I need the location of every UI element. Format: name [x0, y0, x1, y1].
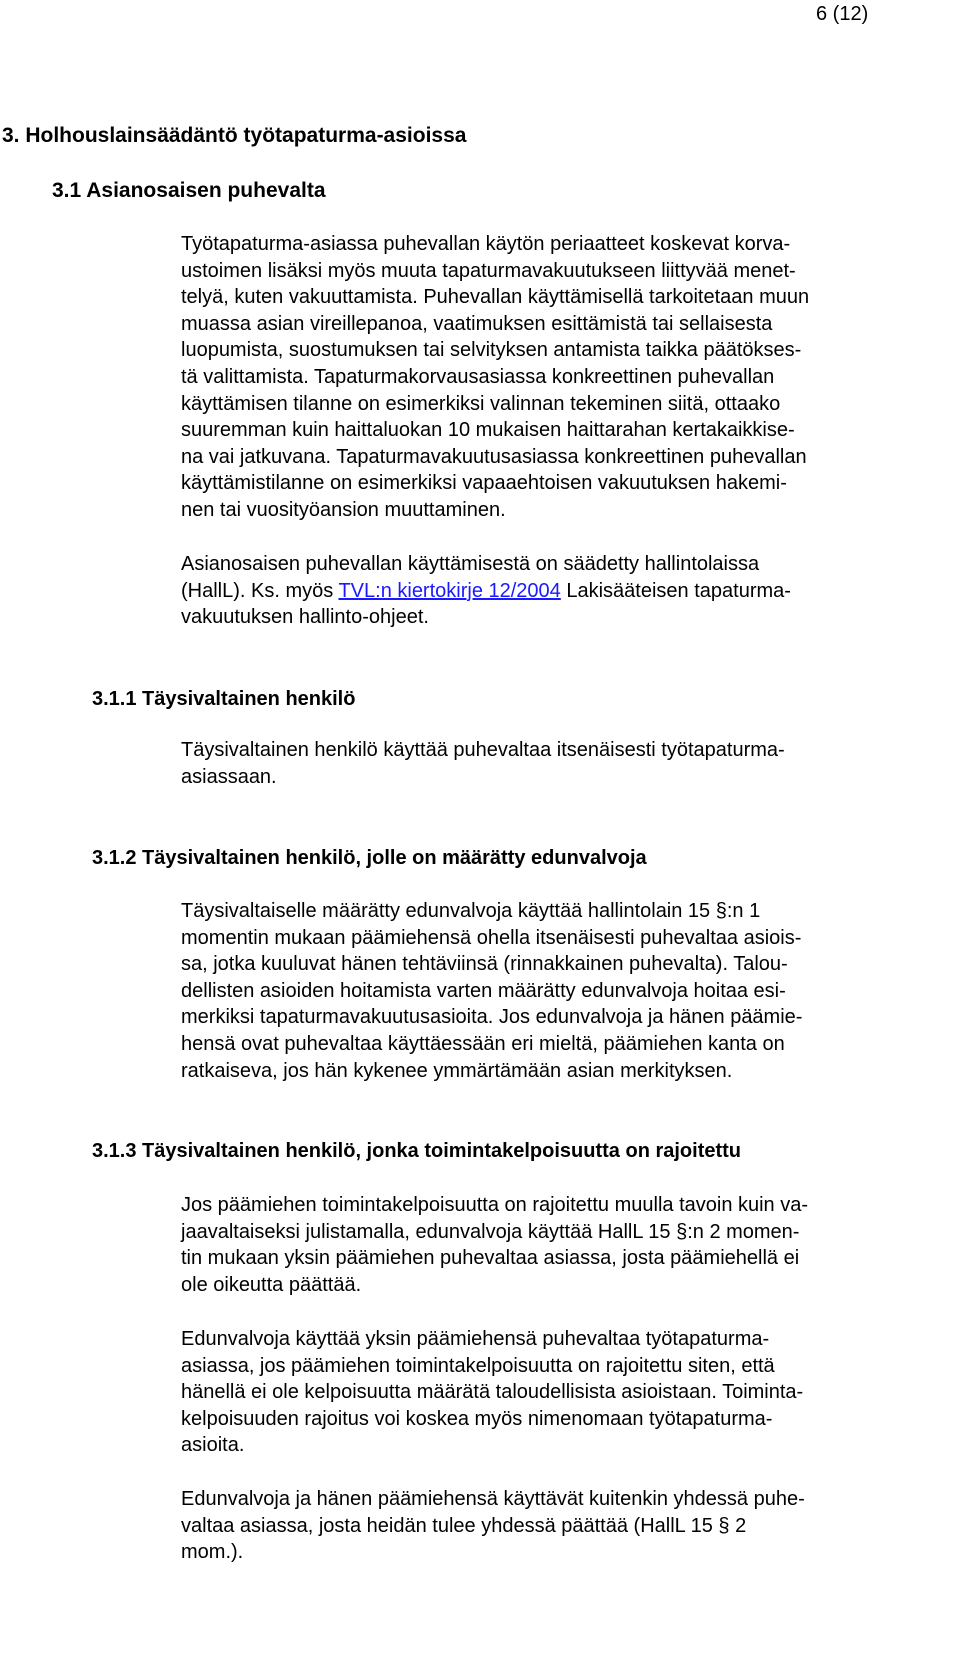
paragraph-line: Edunvalvoja käyttää yksin päämiehensä puhevaltaa työtapaturma- — [181, 1328, 770, 1350]
paragraph-line: Täysivaltainen henkilö käyttää puhevaltaa itsenäisesti työtapaturma- — [181, 739, 785, 761]
subsection-heading-3-1-1: 3.1.1 Täysivaltainen henkilö — [92, 688, 356, 710]
paragraph-line: Työtapaturma-asiassa puhevallan käytön periaatteet koskevat korva- — [181, 233, 791, 255]
paragraph-line: telyä, kuten vakuuttamista. Puhevallan käyttämisellä tarkoitetaan muun — [181, 286, 810, 309]
paragraph-line: momentin mukaan päämiehensä ohella itsenäisesti puhevaltaa asiois- — [181, 926, 802, 949]
paragraph-line: Täysivaltaiselle määrätty edunvalvoja käyttää hallintolain 15 §:n 1 — [181, 900, 761, 922]
link-suffix-text: Lakisääteisen tapaturma- — [560, 579, 791, 602]
paragraph-line: merkiksi tapaturmavakuutusasioita. Jos edunvalvoja ja hänen päämie- — [181, 1006, 803, 1029]
paragraph-line: jaavaltaiseksi julistamalla, edunvalvoja käyttää HallL 15 §:n 2 momen- — [181, 1220, 800, 1243]
subsection-heading-3-1: 3.1 Asianosaisen puhevalta — [52, 179, 326, 202]
link-prefix-text: (HallL). Ks. myös — [181, 579, 339, 602]
paragraph-line: tin mukaan yksin päämiehen puhevaltaa asiassa, josta päämiehellä ei — [181, 1247, 800, 1270]
paragraph-rajoitettu-toimintakelpoisuus — [181, 1192, 926, 1298]
paragraph-line: dellisten asioiden hoitamista varten määrätty edunvalvoja hoitaa esi- — [181, 979, 786, 1002]
paragraph-line: asioita. — [181, 1434, 245, 1457]
paragraph-line: käyttämisen tilanne on esimerkiksi valinnan tekeminen siitä, ottaako — [181, 392, 781, 415]
paragraph-line: na vai jatkuvana. Tapaturmavakuutusasiassa konkreettinen puhevallan — [181, 445, 807, 468]
paragraph-line: muassa asian vireillepanoa, vaatimuksen esittämistä tai sellaisesta — [181, 312, 773, 335]
paragraph-line: hensä ovat puhevaltaa käyttäessään eri mieltä, päämiehen kanta on — [181, 1032, 785, 1055]
paragraph-line: ratkaiseva, jos hän kykenee ymmärtämään asian merkityksen. — [181, 1059, 733, 1082]
paragraph-line: asiassaan. — [181, 765, 277, 788]
paragraph-line: tä valittamista. Tapaturmakorvausasiassa konkreettinen puhevallan — [181, 365, 775, 388]
paragraph-hallintolaki-reference — [181, 551, 926, 631]
paragraph-line: asiassa, jos päämiehen toimintakelpoisuutta on rajoitettu siten, että — [181, 1354, 775, 1377]
paragraph-line: luopumista, suostumuksen tai selvityksen antamista taikka päätökses- — [181, 339, 802, 362]
paragraph-line: nen tai vuosityöansion muuttaminen. — [181, 498, 506, 521]
paragraph-line: mom.). — [181, 1541, 244, 1564]
paragraph-line: hänellä ei ole kelpoisuutta määrätä taloudellisista asioistaan. Toiminta- — [181, 1381, 804, 1404]
paragraph-edunvalvoja-rinnakkainen — [181, 898, 926, 1084]
page-number: 6 (12) — [816, 3, 869, 25]
paragraph-line-with-link — [181, 578, 926, 605]
paragraph-taysivaltainen — [181, 737, 926, 790]
subsection-heading-3-1-2: 3.1.2 Täysivaltainen henkilö, jolle on määrätty edunvalvoja — [92, 847, 647, 869]
paragraph-line: kelpoisuuden rajoitus voi koskea myös nimenomaan työtapaturma- — [181, 1407, 773, 1430]
paragraph-line: ole oikeutta päättää. — [181, 1273, 362, 1296]
paragraph-line: valtaa asiassa, josta heidän tulee yhdessä päättää (HallL 15 § 2 — [181, 1514, 747, 1537]
section-heading: 3. Holhouslainsäädäntö työtapaturma-asioissa — [2, 124, 467, 147]
paragraph-puhevalta-intro — [181, 231, 926, 524]
paragraph-line: suuremman kuin haittaluokan 10 mukaisen haittarahan kertakaikkise- — [181, 419, 795, 442]
paragraph-line: käyttämistilanne on esimerkiksi vapaaehtoisen vakuutuksen hakemi- — [181, 472, 787, 495]
paragraph-line: ustoimen lisäksi myös muuta tapaturmavakuutukseen liittyvää menet- — [181, 259, 796, 282]
paragraph-line: Edunvalvoja ja hänen päämiehensä käyttävät kuitenkin yhdessä puhe- — [181, 1488, 805, 1510]
paragraph-line: Asianosaisen puhevallan käyttämisestä on säädetty hallintolaissa — [181, 553, 760, 575]
paragraph-yksin-puhevalta — [181, 1326, 926, 1459]
paragraph-line: sa, jotka kuuluvat hänen tehtäviinsä (rinnakkainen puhevalta). Talou- — [181, 953, 788, 976]
paragraph-yhteinen-puhevalta — [181, 1486, 926, 1566]
paragraph-line: vakuutuksen hallinto-ohjeet. — [181, 606, 429, 629]
paragraph-line: Jos päämiehen toimintakelpoisuutta on rajoitettu muulla tavoin kuin va- — [181, 1194, 809, 1216]
subsection-heading-3-1-3: 3.1.3 Täysivaltainen henkilö, jonka toimintakelpoisuutta on rajoitettu — [92, 1140, 742, 1162]
tvl-circular-link[interactable]: TVL:n kiertokirje 12/2004 — [338, 579, 561, 602]
